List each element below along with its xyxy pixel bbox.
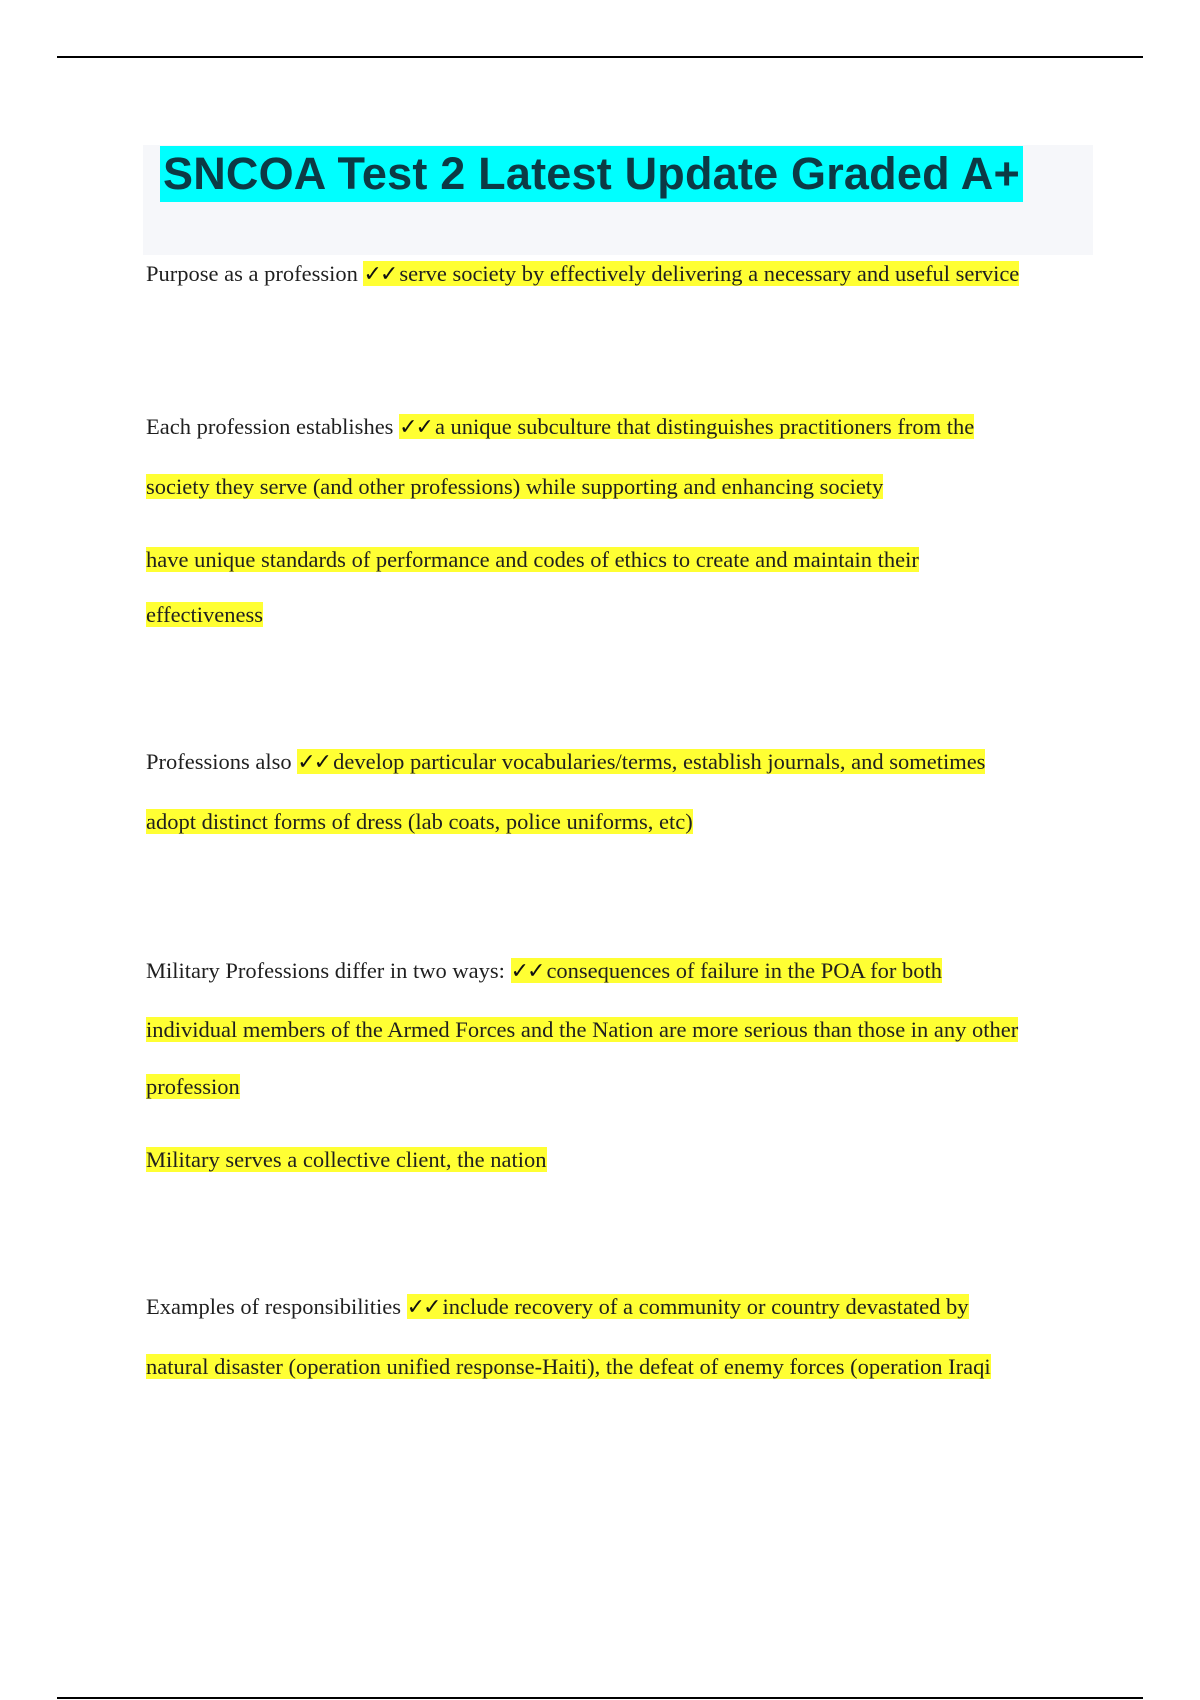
page-bottom-rule	[57, 1697, 1143, 1699]
entry-professions-also-line-1	[146, 746, 985, 778]
entry-answer: serve society by effectively delivering a necessary and useful service	[399, 261, 1020, 286]
page-top-rule	[57, 56, 1143, 58]
double-check-icon: ✓✓	[406, 1295, 440, 1320]
entry-term: Purpose as a profession	[146, 261, 358, 286]
entry-answer: adopt distinct forms of dress (lab coats, police uniforms, etc)	[146, 809, 693, 834]
answer-highlight	[297, 749, 985, 774]
entry-establishes-line-4	[146, 599, 263, 631]
entry-answer: consequences of failure in the POA for both	[546, 958, 942, 983]
entry-examples-line-2	[146, 1351, 991, 1383]
document-title: SNCOA Test 2 Latest Update Graded A+	[160, 146, 1023, 202]
entry-professions-also-line-2	[146, 806, 693, 838]
entry-term: Each profession establishes	[146, 414, 394, 439]
entry-answer: profession	[146, 1074, 240, 1099]
entry-military-line-4	[146, 1144, 547, 1176]
entry-establishes-line-3	[146, 544, 919, 576]
double-check-icon: ✓✓	[510, 959, 544, 984]
answer-highlight	[511, 958, 942, 983]
double-check-icon: ✓✓	[297, 750, 331, 775]
entry-answer: society they serve (and other professions) while supporting and enhancing society	[146, 474, 884, 499]
entry-establishes-line-2	[146, 471, 883, 503]
double-check-icon: ✓✓	[399, 415, 432, 440]
answer-highlight	[407, 1294, 969, 1319]
entry-establishes-line-1	[146, 411, 974, 443]
entry-answer: effectiveness	[146, 602, 264, 627]
entry-military-line-1	[146, 955, 942, 987]
double-check-icon: ✓✓	[363, 262, 397, 287]
entry-answer: individual members of the Armed Forces and the Nation are more serious than those in any other	[146, 1017, 1019, 1042]
entry-purpose-line-1	[146, 258, 1019, 290]
entry-term: Military Professions differ in two ways:	[146, 958, 505, 983]
entry-answer: include recovery of a community or country devastated by	[442, 1294, 969, 1319]
answer-highlight	[399, 414, 974, 439]
entry-answer: have unique standards of performance and codes of ethics to create and maintain their	[146, 547, 919, 572]
entry-answer: Military serves a collective client, the nation	[146, 1147, 547, 1172]
entry-answer: develop particular vocabularies/terms, establish journals, and sometimes	[333, 749, 986, 774]
entry-military-line-2	[146, 1014, 1018, 1046]
entry-military-line-3	[146, 1071, 240, 1103]
entry-answer: natural disaster (operation unified response-Haiti), the defeat of enemy forces (operation Iraqi	[146, 1354, 991, 1379]
entry-answer: a unique subculture that distinguishes practitioners from the	[434, 414, 975, 439]
entry-term: Professions also	[146, 749, 292, 774]
entry-examples-line-1	[146, 1291, 969, 1323]
entry-term: Examples of responsibilities	[146, 1294, 401, 1319]
answer-highlight	[363, 261, 1019, 286]
